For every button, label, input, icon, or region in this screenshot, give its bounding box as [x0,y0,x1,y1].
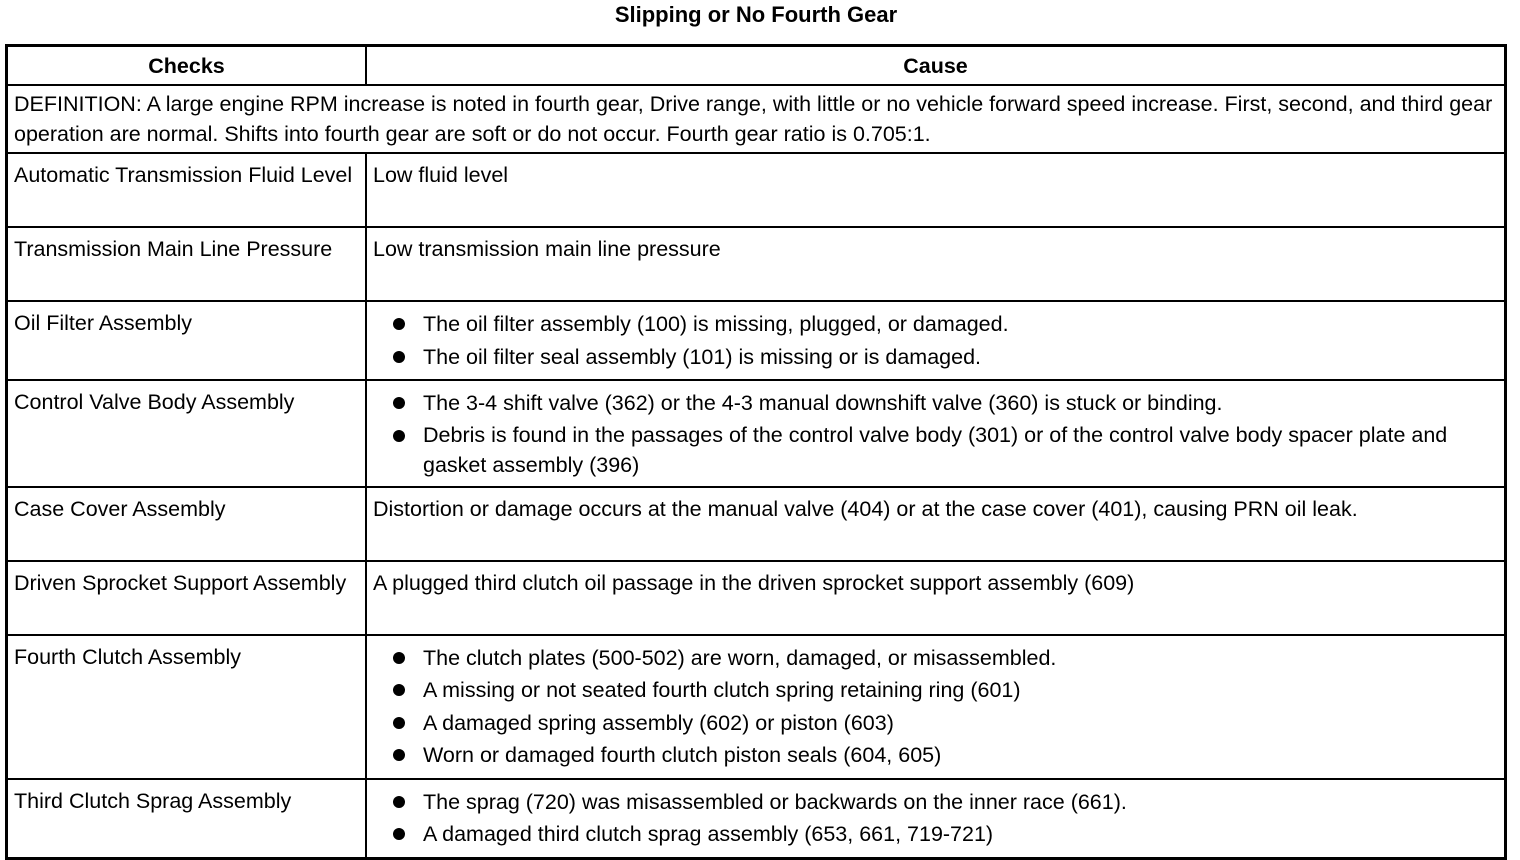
table-row [8,380,1504,487]
table-row [8,779,1504,857]
list-item-text: Debris is found in the passages of the control valve body (301) or of the control valve body spacer plate and gasket assembly (396) [423,422,1448,477]
bullet-icon [393,430,405,442]
table-row [8,153,1504,227]
column-header-checks: Checks [8,47,366,85]
list-item-text: The oil filter seal assembly (101) is missing or is damaged. [423,344,982,369]
list-item [391,674,1498,707]
bullet-icon [393,397,405,409]
list-item [391,739,1498,772]
bullet-icon [393,652,405,664]
cause-cell [366,635,1504,779]
cause-list [373,308,1498,373]
cause-cell: Distortion or damage occurs at the manual valve (404) or at the case cover (401), causing PRN oil leak. [366,487,1504,561]
check-cell: Control Valve Body Assembly [8,380,366,487]
list-item [391,387,1498,420]
definition-row [8,85,1504,153]
list-item-text: A damaged third clutch sprag assembly (653, 661, 719-721) [423,822,994,846]
list-item-text: Worn or damaged fourth clutch piston seals (604, 605) [423,743,942,767]
cause-list [373,642,1498,772]
list-item-text: A damaged spring assembly (602) or piston (603) [423,710,894,735]
diagnostic-table [5,44,1507,860]
check-cell: Case Cover Assembly [8,487,366,561]
list-item [391,341,1498,374]
bullet-icon [393,749,405,761]
list-item-text: A missing or not seated fourth clutch spring retaining ring (601) [423,678,1021,702]
header-row [8,47,1504,85]
page-title: Slipping or No Fourth Gear [614,2,898,27]
check-cell: Transmission Main Line Pressure [8,227,366,301]
bullet-icon [393,351,405,363]
bullet-icon [393,828,405,840]
check-cell: Third Clutch Sprag Assembly [8,779,366,857]
symptom-table [8,47,1504,857]
list-item [391,308,1498,341]
table-row [8,301,1504,380]
bullet-icon [393,796,405,808]
column-header-cause: Cause [366,47,1504,85]
cause-cell: Low fluid level [366,153,1504,227]
definition-text: DEFINITION: A large engine RPM increase is noted in fourth gear, Drive range, with little or no vehicle forward speed increase. First, second, and third gear operation are normal. Shifts into fourth gear are soft or do not occur. Fourth gear ratio is 0.705:1. [8,85,1504,153]
list-item [391,818,1498,851]
cause-cell [366,380,1504,487]
list-item [391,420,1498,480]
table-row [8,561,1504,635]
check-cell: Fourth Clutch Assembly [8,635,366,779]
table-row [8,635,1504,779]
cause-cell [366,779,1504,857]
cause-cell: A plugged third clutch oil passage in the driven sprocket support assembly (609) [366,561,1504,635]
table-row [8,487,1504,561]
check-cell: Automatic Transmission Fluid Level [8,153,366,227]
list-item-text: The sprag (720) was misassembled or backwards on the inner race (661). [423,789,1127,814]
cause-cell [366,301,1504,380]
list-item-text: The oil filter assembly (100) is missing, plugged, or damaged. [423,312,1009,336]
list-item [391,786,1498,819]
list-item [391,642,1498,675]
bullet-icon [393,684,405,696]
cause-list [373,387,1498,480]
list-item-text: The clutch plates (500-502) are worn, damaged, or misassembled. [423,645,1057,670]
list-item-text: The 3-4 shift valve (362) or the 4-3 manual downshift valve (360) is stuck or binding. [423,391,1223,415]
bullet-icon [393,717,405,729]
table-row [8,227,1504,301]
check-cell: Oil Filter Assembly [8,301,366,380]
bullet-icon [393,318,405,330]
check-cell: Driven Sprocket Support Assembly [8,561,366,635]
list-item [391,707,1498,740]
cause-list [373,786,1498,851]
cause-cell: Low transmission main line pressure [366,227,1504,301]
